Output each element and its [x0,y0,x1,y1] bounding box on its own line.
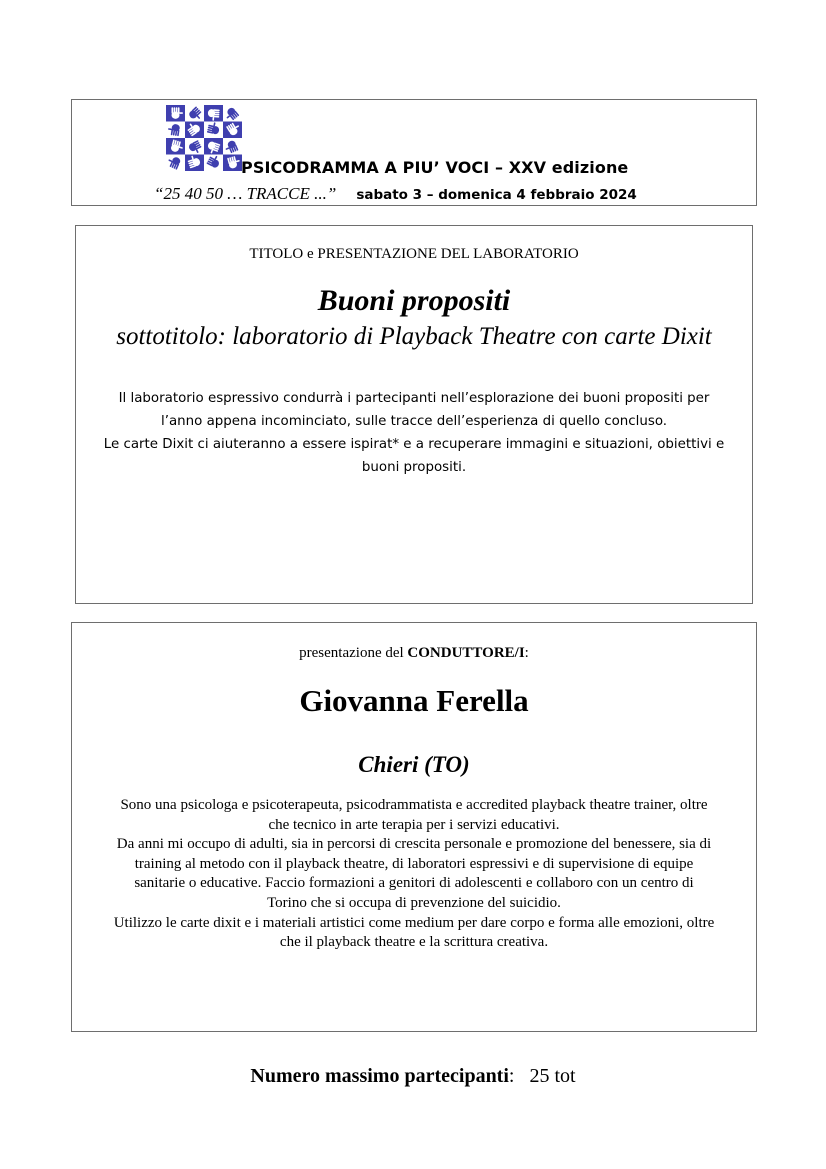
hands-logo [166,105,242,171]
header-subline [154,184,637,204]
max-participants-colon: : [508,1065,515,1087]
bio-line: Da anni mi occupo di adulti, sia in percorsi di crescita personale e promozione del benessere, sia di [116,836,712,853]
event-date: sabato 3 – domenica 4 febbraio 2024 [356,187,637,203]
bio-line: che il playback theatre e la scrittura creativa. [279,934,549,951]
laboratory-description [76,387,752,479]
description-line: Il laboratorio espressivo condurrà i partecipanti nell’esplorazione dei buoni propositi per [118,391,710,406]
conductor-heading-bold: CONDUTTORE/I [407,645,525,661]
conductor-heading-prefix: presentazione del [299,645,408,661]
conductor-box [71,622,757,1032]
laboratory-box [75,225,753,604]
laboratory-title: Buoni propositi [317,284,511,317]
conductor-name: Giovanna Ferella [299,683,529,718]
event-title: PSICODRAMMA A PIU’ VOCI – XXV edizione [241,158,629,177]
header-box [71,99,757,206]
bio-line: sanitarie o educative. Faccio formazioni a genitori di adolescenti e collaboro con un centro di [134,875,694,892]
conductor-bio [78,796,750,953]
conductor-city: Chieri (TO) [358,752,470,777]
description-line: Le carte Dixit ci aiuteranno a essere ispirat* e a recuperare immagini e situazioni, obiettivi e [103,437,725,452]
description-line: buoni propositi. [361,460,467,475]
bio-line: che tecnico in arte terapia per i servizi educativi. [268,816,560,833]
bio-line: training al metodo con il playback theatre, di laboratori espressivi e di supervisione di equipe [134,855,694,872]
conductor-heading-suffix: : [524,645,529,661]
event-motto: “25 40 50 … TRACCE ...” [154,184,337,203]
laboratory-heading: TITOLO e PRESENTAZIONE DEL LABORATORIO [249,246,579,262]
bio-line: Sono una psicologa e psicoterapeuta, psicodrammatista e accredited playback theatre trainer, oltre [120,797,708,813]
bio-line: Utilizzo le carte dixit e i materiali artistici come medium per dare corpo e forma alle emozioni, oltre [113,914,715,931]
laboratory-subtitle: sottotitolo: laboratorio di Playback Theatre con carte Dixit [116,323,712,350]
max-participants-label: Numero massimo partecipanti [250,1065,509,1087]
max-participants-value: 25 tot [529,1065,576,1087]
conductor-heading [72,645,756,662]
max-participants [0,1065,826,1088]
description-line: l’anno appena incominciato, sulle tracce dell’esperienza di quello concluso. [160,414,668,429]
bio-line: Torino che si occupa di prevenzione del suicidio. [267,894,561,911]
